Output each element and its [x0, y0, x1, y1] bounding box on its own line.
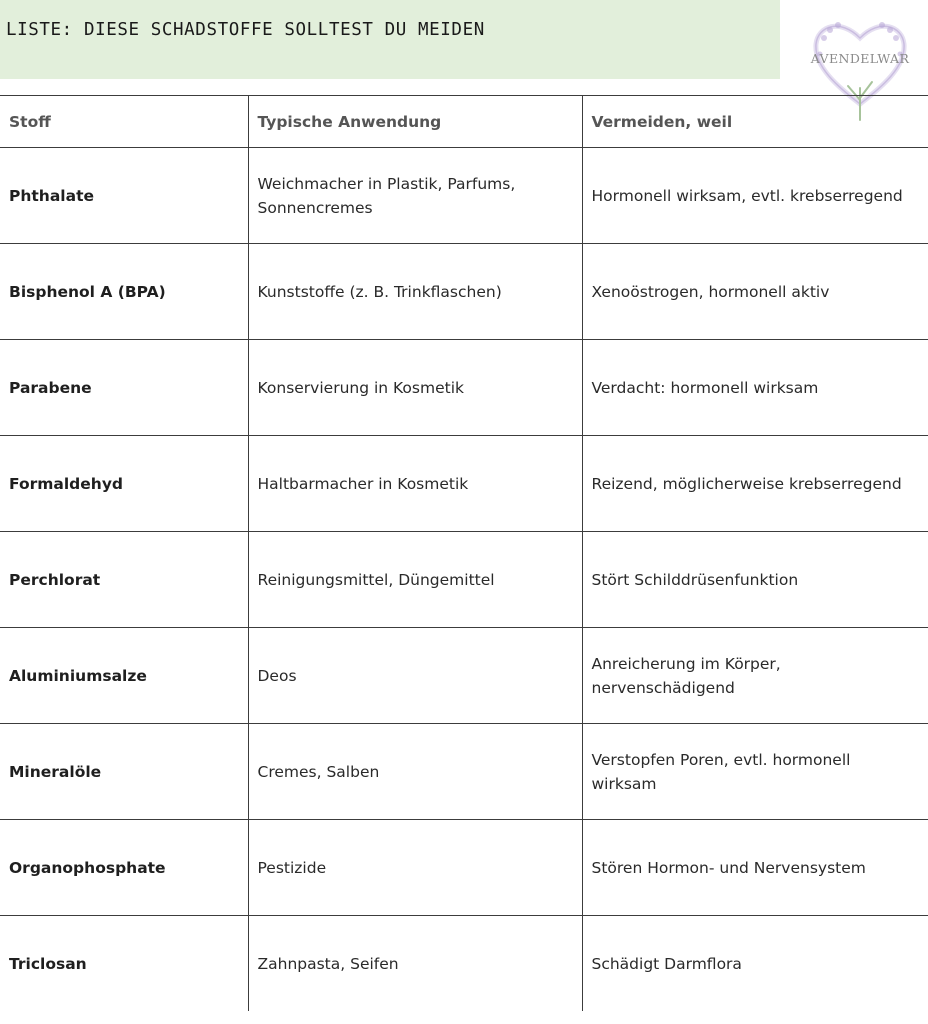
cell-anwendung: Deos — [248, 628, 582, 724]
table-row — [0, 916, 928, 1012]
table-header-row — [0, 96, 928, 148]
cell-anwendung: Cremes, Salben — [248, 724, 582, 820]
table-row — [0, 820, 928, 916]
cell-stoff: Mineralöle — [0, 724, 248, 820]
column-header-grund: Vermeiden, weil — [582, 96, 928, 148]
cell-anwendung: Haltbarmacher in Kosmetik — [248, 436, 582, 532]
cell-anwendung: Kunststoffe (z. B. Trinkflaschen) — [248, 244, 582, 340]
table-row — [0, 436, 928, 532]
pollutants-table — [0, 95, 928, 1011]
brand-logo-text: AVENDELWAR — [810, 51, 910, 66]
cell-stoff: Perchlorat — [0, 532, 248, 628]
cell-grund: Reizend, möglicherweise krebserregend — [582, 436, 928, 532]
cell-anwendung: Konservierung in Kosmetik — [248, 340, 582, 436]
cell-grund: Stört Schilddrüsenfunktion — [582, 532, 928, 628]
cell-anwendung: Zahnpasta, Seifen — [248, 916, 582, 1012]
cell-grund: Schädigt Darmflora — [582, 916, 928, 1012]
column-header-stoff: Stoff — [0, 96, 248, 148]
table-row — [0, 148, 928, 244]
page-title: LISTE: DIESE SCHADSTOFFE SOLLTEST DU MEIDEN — [6, 20, 485, 40]
cell-grund: Anreicherung im Körper, nervenschädigend — [582, 628, 928, 724]
table-row — [0, 244, 928, 340]
cell-anwendung: Weichmacher in Plastik, Parfums, Sonnencremes — [248, 148, 582, 244]
cell-stoff: Phthalate — [0, 148, 248, 244]
table-row — [0, 340, 928, 436]
cell-grund: Verstopfen Poren, evtl. hormonell wirksam — [582, 724, 928, 820]
column-header-anwendung: Typische Anwendung — [248, 96, 582, 148]
cell-stoff: Parabene — [0, 340, 248, 436]
cell-grund: Xenoöstrogen, hormonell aktiv — [582, 244, 928, 340]
cell-grund: Verdacht: hormonell wirksam — [582, 340, 928, 436]
table-row — [0, 724, 928, 820]
cell-grund: Stören Hormon- und Nervensystem — [582, 820, 928, 916]
cell-stoff: Formaldehyd — [0, 436, 248, 532]
cell-stoff: Organophosphate — [0, 820, 248, 916]
title-banner — [0, 0, 780, 79]
cell-stoff: Aluminiumsalze — [0, 628, 248, 724]
cell-anwendung: Reinigungsmittel, Düngemittel — [248, 532, 582, 628]
cell-stoff: Triclosan — [0, 916, 248, 1012]
cell-stoff: Bisphenol A (BPA) — [0, 244, 248, 340]
cell-anwendung: Pestizide — [248, 820, 582, 916]
cell-grund: Hormonell wirksam, evtl. krebserregend — [582, 148, 928, 244]
table-row — [0, 532, 928, 628]
table-row — [0, 628, 928, 724]
